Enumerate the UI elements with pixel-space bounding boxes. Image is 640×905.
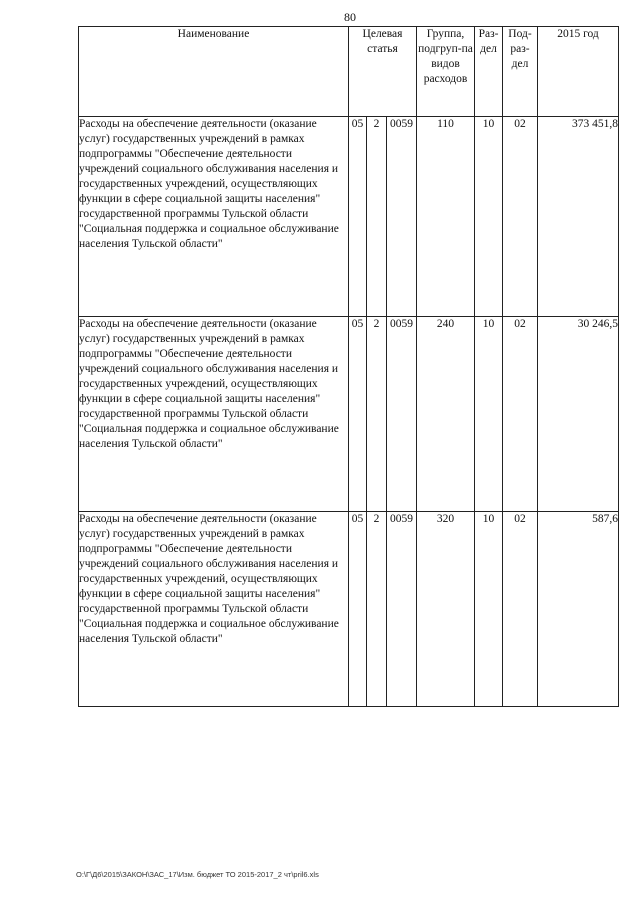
row-amount: 587,6 xyxy=(538,512,619,707)
header-section: Раз-дел xyxy=(475,27,503,117)
table-row xyxy=(79,512,619,707)
table-header-row xyxy=(79,27,619,117)
row-target-code-2: 2 xyxy=(367,117,387,317)
header-subsection: Под-раз-дел xyxy=(503,27,538,117)
row-section: 10 xyxy=(475,317,503,512)
row-target-code-3: 0059 xyxy=(387,117,417,317)
row-target-code-3: 0059 xyxy=(387,512,417,707)
row-target-code-1: 05 xyxy=(349,512,367,707)
row-group: 240 xyxy=(417,317,475,512)
row-section: 10 xyxy=(475,117,503,317)
row-name: Расходы на обеспечение деятельности (оказание услуг) государственных учреждений в рамках подпрограммы "Обеспечение деятельности учреждений социального обслуживания населения и государственных учреждений, осуществляющих функции в сфере социальной защиты населения" государственной программы Тульской области "Социальная поддержка и социальное обслуживание населения Тульской области" xyxy=(79,512,349,707)
row-group: 320 xyxy=(417,512,475,707)
budget-table xyxy=(78,26,619,707)
row-name: Расходы на обеспечение деятельности (оказание услуг) государственных учреждений в рамках подпрограммы "Обеспечение деятельности учреждений социального обслуживания населения и государственных учреждений, осуществляющих функции в сфере социальной защиты населения" государственной программы Тульской области "Социальная поддержка и социальное обслуживание населения Тульской области" xyxy=(79,117,349,317)
row-target-code-1: 05 xyxy=(349,317,367,512)
header-target-article: Целевая статья xyxy=(349,27,417,117)
row-subsection: 02 xyxy=(503,317,538,512)
row-subsection: 02 xyxy=(503,512,538,707)
row-target-code-2: 2 xyxy=(367,512,387,707)
table-row xyxy=(79,117,619,317)
table-row xyxy=(79,317,619,512)
row-target-code-3: 0059 xyxy=(387,317,417,512)
row-subsection: 02 xyxy=(503,117,538,317)
row-group: 110 xyxy=(417,117,475,317)
row-section: 10 xyxy=(475,512,503,707)
row-target-code-1: 05 xyxy=(349,117,367,317)
header-name: Наименование xyxy=(79,27,349,117)
row-amount: 373 451,8 xyxy=(538,117,619,317)
header-year: 2015 год xyxy=(538,27,619,117)
header-group: Группа, подгруп-па видов расходов xyxy=(417,27,475,117)
row-amount: 30 246,5 xyxy=(538,317,619,512)
footer-file-path: O:\Г\Д6\2015\ЗАКОН\ЗАС_17\Изм. бюджет ТО 2015-2017_2 чт\pril6.xls xyxy=(76,870,319,879)
page-number: 80 xyxy=(344,10,356,24)
row-target-code-2: 2 xyxy=(367,317,387,512)
row-name: Расходы на обеспечение деятельности (оказание услуг) государственных учреждений в рамках подпрограммы "Обеспечение деятельности учреждений социального обслуживания населения и государственных учреждений, осуществляющих функции в сфере социальной защиты населения" государственной программы Тульской области "Социальная поддержка и социальное обслуживание населения Тульской области" xyxy=(79,317,349,512)
